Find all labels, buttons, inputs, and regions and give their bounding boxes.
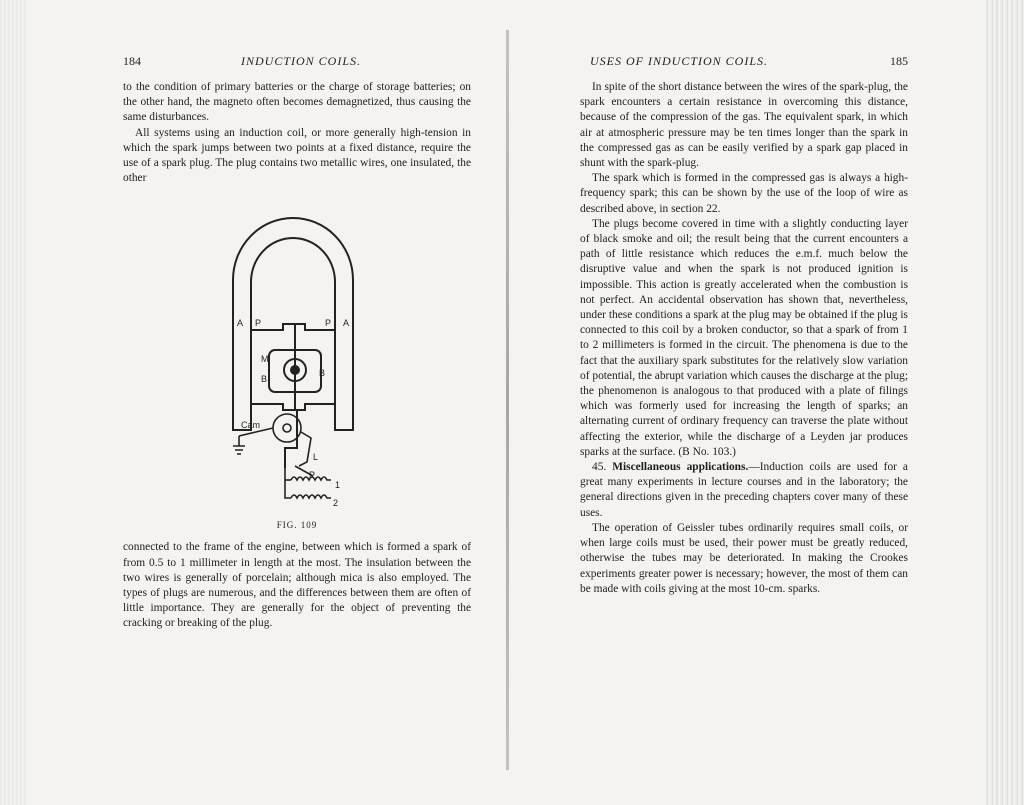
section-number: 45. bbox=[592, 461, 607, 474]
label-1: 1 bbox=[335, 480, 341, 491]
coil-2 bbox=[291, 495, 331, 498]
left-page-number: 184 bbox=[123, 54, 141, 68]
left-page bbox=[123, 54, 471, 632]
label-a-right: A bbox=[343, 318, 350, 329]
right-paragraph-3: The plugs become covered in time with a slightly conducting layer of black smoke and oil; the result being that the current encounters a path of little resistance which reduces the e.m.f. much below the disruptive value and when the spark is not produced ignition is impossible. This action is greatly accelerated when the combustion is not perfect. An accidental observation has shown that, nevertheless, under these conditions a spark at the plug may be obtained if the plug is connected to this coil by a broken conductor, so that a spark of from 1 to 2 millimeters is formed in the circuit. The phenomena is due to the fact that the auxiliary spark substitutes for the relatively slow variation of potential, the abrupt variation which causes the discharge at the plug; the phenomenon is analogous to that produced with a plate of filings which was formerly used for increasing the length of sparks; an alternating current of ordinary frequency can traverse the plate without affecting the exterior, while the discharge of a Leyden jar produces sparks at the surface. (B No. 103.) bbox=[580, 217, 908, 458]
label-l: L bbox=[313, 452, 319, 463]
ground-symbol bbox=[233, 436, 245, 454]
label-p-small: P bbox=[309, 470, 316, 481]
label-2: 2 bbox=[333, 498, 339, 509]
right-page-number: 185 bbox=[890, 54, 908, 68]
label-a-left: A bbox=[237, 318, 244, 329]
label-p-left: P bbox=[255, 318, 262, 329]
left-paragraph-1: to the condition of primary batteries or the charge of storage batteries; on the other hand, the magneto often becomes demagnetized, thus causing the same disturbances. bbox=[123, 81, 471, 124]
right-page-text bbox=[580, 80, 908, 597]
page-edge-right bbox=[986, 0, 1024, 805]
section-45 bbox=[580, 460, 908, 521]
label-m: M bbox=[261, 354, 269, 365]
right-paragraph-2: The spark which is formed in the compressed gas is always a high-frequency spark; this can be shown by the use of the loop of wire as described above, in section 22. bbox=[580, 172, 908, 215]
left-page-header bbox=[123, 54, 471, 70]
breaker-lever bbox=[299, 432, 311, 466]
label-p-right: P bbox=[325, 318, 332, 329]
pole-piece-left bbox=[251, 324, 295, 410]
right-running-title: USES OF INDUCTION COILS. bbox=[590, 54, 769, 68]
section-heading: Miscellaneous applications. bbox=[612, 461, 749, 474]
right-paragraph-1: In spite of the short distance between the wires of the spark-plug, the spark encounters a certain resistance in overcoming this distance, because of the compression of the gas. The equivalent spark, in which air at atmospheric pressure may be ten times longer than the spark in the compressed gas as can be easily verified by a spark gap placed in shunt with the spark-plug. bbox=[580, 81, 908, 170]
page-edge-left bbox=[0, 0, 26, 805]
label-cam: Cam bbox=[241, 420, 261, 431]
section-text: —Induction coils are used for a great many experiments in lecture courses and in the laboratory; the general directions given in the preceding chapters cover many of these uses. bbox=[580, 461, 908, 519]
figure-109 bbox=[123, 200, 471, 516]
left-page-text bbox=[123, 80, 471, 632]
magneto-diagram bbox=[123, 200, 471, 516]
figure-caption: FIG. 109 bbox=[276, 520, 318, 531]
right-paragraph-5: The operation of Geissler tubes ordinarily requires small coils, or when large coils must be used, their power must be greatly reduced, otherwise the tubes may be deteriorated. In making the Crookes experiments greater power is necessary; however, the most of them can be made with coils giving at the most 10-cm. sparks. bbox=[580, 521, 908, 595]
right-page bbox=[580, 54, 908, 597]
left-paragraph-3: connected to the frame of the engine, between which is formed a spark of from 0.5 to 1 millimeter in length at the most. The insulation between the two wires is generally of porcelain; although mica is also employed. The types of plugs are numerous, and the differences between them are often of little importance. They are generally for the object of preventing the cracking or breaking of the plug. bbox=[123, 541, 471, 630]
left-paragraph-2: All systems using an induction coil, or more generally high-tension in which the spark jumps between two points at a fixed distance, require the use of a spark plug. The plug contains two metallic wires, one insulated, the other bbox=[123, 126, 471, 185]
label-b-right: B bbox=[319, 368, 326, 379]
book-gutter bbox=[506, 30, 509, 770]
left-running-title: INDUCTION COILS. bbox=[240, 54, 361, 68]
label-b-left: B bbox=[261, 374, 268, 385]
right-page-header bbox=[580, 54, 908, 70]
